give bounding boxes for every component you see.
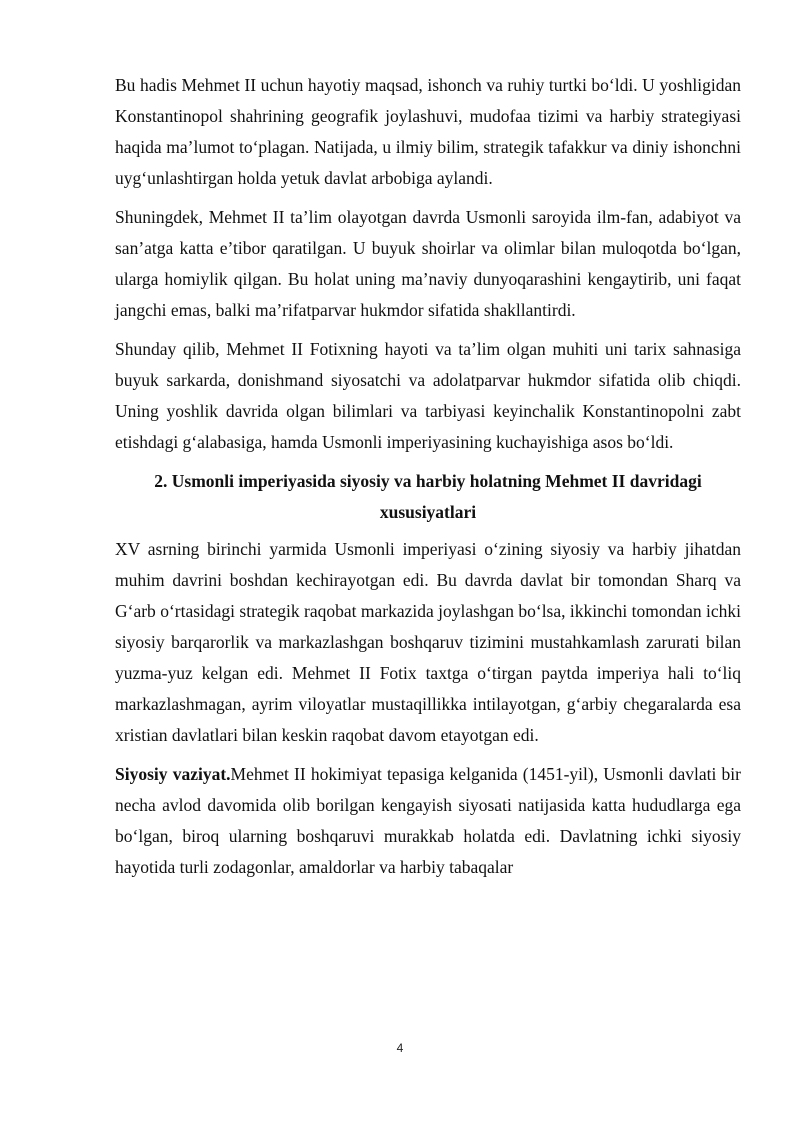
paragraph-education: Shuningdek, Mehmet II ta’lim olayotgan davrda Usmonli saroyida ilm-fan, adabiyot va san’atga katta e’tibor qaratilgan. U buyuk shoirlar va olimlar bilan muloqotda bo‘lgan, ularga homiylik qilgan. Bu holat uning ma’naviy dunyoqarashini kengaytirib, uni faqat jangchi emas, balki ma’rifatparvar hukmdor sifatida shakllantirdi. [115,207,741,320]
paragraph-section-intro: XV asrning birinchi yarmida Usmonli imperiyasi o‘zining siyosiy va harbiy jihatdan muhim davrini boshdan kechirayotgan edi. Bu davrda davlat bir tomondan Sharq va G‘arb o‘rtasidagi strategik raqobat markazida joylashgan bo‘lsa, ikkinchi tomondan ichki siyosiy barqarorlik va markazlashgan boshqaruv tizimini mustahkamlash zarurati bilan yuzma-yuz kelgan edi. Mehmet II Fotix taxtga o‘tirgan paytda imperiya hali to‘liq markazlashmagan, ayrim viloyatlar mustaqillikka intilayotgan, g‘arbiy chegaralarda esa xristian davlatlari bilan keskin raqobat davom etayotgan edi. [115,539,741,745]
paragraph-political-situation [115,759,741,883]
document-page [115,70,741,891]
page-number: 4 [396,1041,404,1055]
section-heading: 2. Usmonli imperiyasida siyosiy va harbiy holatning Mehmet II davridagi xususiyatlari [154,471,702,522]
subsection-lead: Siyosiy vaziyat. [115,764,231,784]
subsection-text: Mehmet II hokimiyat tepasiga kelganida (1451-yil), Usmonli davlati bir necha avlod davomida olib borilgan kengayish siyosati natijasida katta hududlarga ega bo‘lgan, biroq ularning boshqaruvi murakkab holatda edi. Davlatning ichki siyosiy hayotida turli zodagonlar, amaldorlar va harbiy tabaqalar [115,764,741,877]
paragraph-conclusion: Shunday qilib, Mehmet II Fotixning hayoti va ta’lim olgan muhiti uni tarix sahnasiga buyuk sarkarda, donishmand siyosatchi va adolatparvar hukmdor sifatida olib chiqdi. Uning yoshlik davrida olgan bilimlari va tarbiyasi keyinchalik Konstantinopolni zabt etishdagi g‘alabasiga, hamda Usmonli imperiyasining kuchayishiga asos bo‘ldi. [115,339,741,452]
paragraph-hadis: Bu hadis Mehmet II uchun hayotiy maqsad, ishonch va ruhiy turtki bo‘ldi. U yoshligidan Konstantinopol shahrining geografik joylashuvi, mudofaa tizimi va harbiy strategiyasi haqida ma’lumot to‘plagan. Natijada, u ilmiy bilim, strategik tafakkur va diniy ishonchni uyg‘unlashtirgan holda yetuk davlat arbobiga aylandi. [115,75,741,188]
